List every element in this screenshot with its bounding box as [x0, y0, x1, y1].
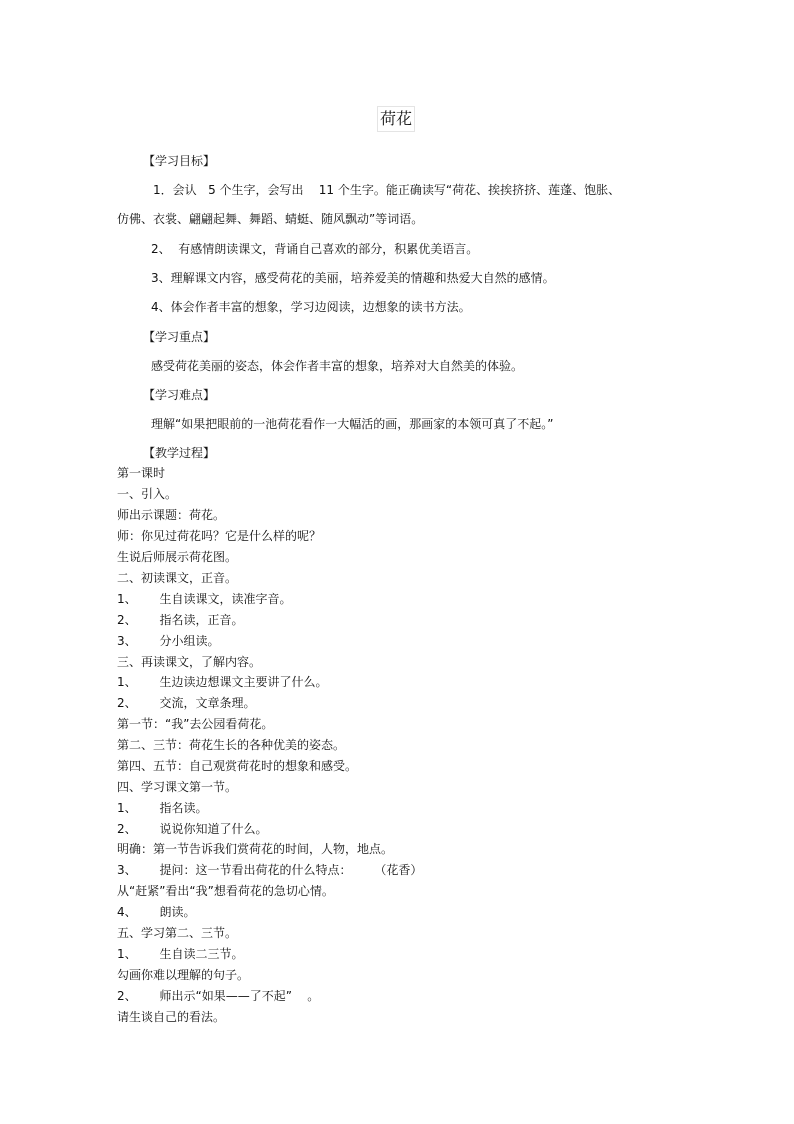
process-line: 2、 说说你知道了什么。 — [117, 822, 268, 836]
difficulty-text: 理解“如果把眼前的一池荷花看作一大幅活的画，那画家的本领可真了不起。” — [151, 417, 554, 431]
process-line: 第二、三节：荷花生长的各种优美的姿态。 — [117, 738, 346, 752]
process-line: 二、初读课文，正音。 — [117, 571, 238, 585]
goal-1-line-1: 1．会认 5 个生字，会写出 11 个生字。能正确读写“荷花、挨挨挤挤、莲蓬、饱胀、 — [153, 183, 621, 197]
key-points-heading: 【学习重点】 — [143, 330, 216, 344]
process-line: 4、 朗读。 — [117, 905, 196, 919]
process-line: 1、 生边读边想课文主要讲了什么。 — [117, 675, 328, 689]
goal-2: 2、 有感情朗读课文，背诵自己喜欢的部分，积累优美语言。 — [151, 242, 479, 256]
process-line: 2、 交流，文章条理。 — [117, 696, 256, 710]
key-points-text: 感受荷花美丽的姿态，体会作者丰富的想象，培养对大自然美的体验。 — [151, 359, 524, 373]
process-line: 3、 提问：这一节看出荷花的什么特点： （花香） — [117, 863, 423, 877]
process-line: 从“赶紧”看出“我”想看荷花的急切心情。 — [117, 884, 334, 898]
process-line: 请生谈自己的看法。 — [117, 1010, 226, 1024]
goal-4: 4、体会作者丰富的想象，学习边阅读，边想象的读书方法。 — [151, 300, 471, 314]
goal-1-line-2: 仿佛、衣裳、翩翩起舞、舞蹈、蜻蜓、随风飘动”等词语。 — [117, 212, 424, 226]
process-line: 2、 指名读，正音。 — [117, 613, 244, 627]
process-line: 一、引入。 — [117, 487, 178, 501]
process-line: 1、 生自读二三节。 — [117, 947, 244, 961]
process-line: 师出示课题：荷花。 — [117, 508, 226, 522]
difficulty-heading: 【学习难点】 — [143, 388, 216, 402]
process-line: 师：你见过荷花吗？它是什么样的呢？ — [117, 529, 322, 543]
process-line: 明确：第一节告诉我们赏荷花的时间，人物，地点。 — [117, 842, 394, 856]
process-line: 第一节：“我”去公园看荷花。 — [117, 717, 274, 731]
process-line: 三、再读课文，了解内容。 — [117, 655, 262, 669]
process-heading: 【教学过程】 — [143, 446, 216, 460]
goal-3: 3、理解课文内容，感受荷花的美丽，培养爱美的情趣和热爱大自然的感情。 — [151, 271, 555, 285]
process-line: 五、学习第二、三节。 — [117, 926, 238, 940]
goals-heading: 【学习目标】 — [143, 154, 216, 168]
process-line: 四、学习课文第一节。 — [117, 780, 238, 794]
process-line: 3、 分小组读。 — [117, 634, 220, 648]
page-title: 荷花 — [377, 106, 415, 132]
process-line: 第一课时 — [117, 466, 166, 480]
process-line: 1、 指名读。 — [117, 801, 208, 815]
process-line: 生说后师展示荷花图。 — [117, 550, 238, 564]
process-line: 勾画你难以理解的句子。 — [117, 968, 250, 982]
process-line: 第四、五节：自己观赏荷花时的想象和感受。 — [117, 759, 358, 773]
process-line: 1、 生自读课文，读准字音。 — [117, 592, 292, 606]
process-line: 2、 师出示“如果——了不起” 。 — [117, 989, 320, 1003]
